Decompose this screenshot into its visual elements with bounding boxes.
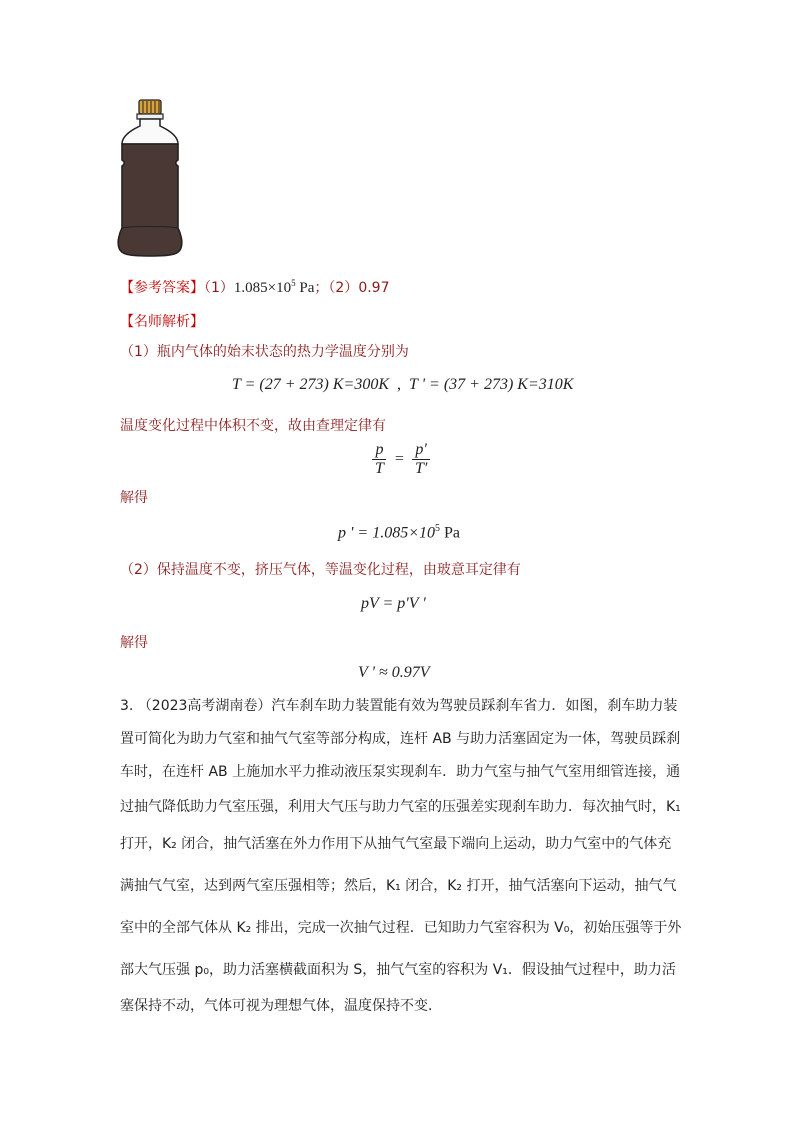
equation-volume-result: V ' ≈ 0.97V [358, 664, 430, 681]
answer-value-1: $1.085\times 10^5$ Pa [233, 278, 315, 296]
problem-line-5: 打开，K₂ 闭合，抽气活塞在外力作用下从抽气气室最下端向上运动，助力气室中的气体充 [120, 836, 672, 852]
problem-line-6: 满抽气气室，达到两气室压强相等；然后，K₁ 闭合，K₂ 打开，抽气活塞向下运动，抽气气 [120, 878, 677, 894]
problem-line-9: 塞保持不动，气体可视为理想气体，温度保持不变． [120, 998, 442, 1014]
answer-part1-label: （1） [204, 280, 234, 296]
equation-charles-law: $\frac{p}{T}$ = $\frac{p'}{T'}$ [372, 441, 430, 478]
problem-3-paragraph [120, 0, 680, 1123]
problem-line-2: 置可简化为助力气室和抽气气室等部分构成，连杆 AB 与助力活塞固定为一体，驾驶员踩刹 [120, 731, 681, 747]
equation-final-temp: T ' = (37 + 273) K=310K [409, 376, 574, 393]
problem-line-1: 3. （2023高考湖南卷）汽车刹车助力装置能有效为驾驶员踩刹车省力．如图，刹车助力装 [120, 698, 678, 714]
answer-label: 【参考答案】 [120, 280, 204, 296]
solve-label-1: 解得 [120, 490, 148, 506]
fraction-right: $\frac{p'}{T'}$ [412, 441, 430, 478]
equation-initial-temp: T = (27 + 273) K=300K [232, 376, 389, 393]
analysis-label: 【名师解析】 [120, 314, 204, 330]
problem-line-7: 室中的全部气体从 K₂ 排出，完成一次抽气过程．已知助力气室容积为 V₀，初始压强等于外 [120, 920, 682, 936]
fraction-left: $\frac{p}{T}$ [372, 441, 387, 478]
problem-line-3: 车时，在连杆 AB 上施加水平力推动液压泵实现刹车．助力气室与抽气气室用细管连接，通 [120, 764, 681, 780]
analysis-step-2: 温度变化过程中体积不变，故由查理定律有 [120, 418, 386, 434]
answer-value-2: 0.97 [358, 280, 390, 296]
problem-line-4: 过抽气降低助力气室压强，利用大气压与助力气室的压强差实现刹车助力．每次抽气时，K₁ [120, 799, 681, 815]
answer-part2-label: ；（2） [314, 280, 359, 296]
problem-line-8: 部大气压强 p₀，助力活塞横截面积为 S，抽气气室的容积为 V₁．假设抽气过程中，助力活 [120, 962, 676, 978]
solve-label-2: 解得 [120, 635, 148, 651]
equation-temperatures: T = (27 + 273) K=300K , T ' = (37 + 273) K=310K [232, 376, 574, 393]
analysis-step-3: （2）保持温度不变，挤压气体，等温变化过程，由玻意耳定律有 [120, 562, 521, 578]
equation-boyle-law: pV = p'V ' [361, 595, 426, 612]
analysis-step-1: （1）瓶内气体的始末状态的热力学温度分别为 [120, 344, 409, 360]
equation-pressure-result: p ' = $1.085\times 10^5$ Pa [338, 523, 461, 542]
